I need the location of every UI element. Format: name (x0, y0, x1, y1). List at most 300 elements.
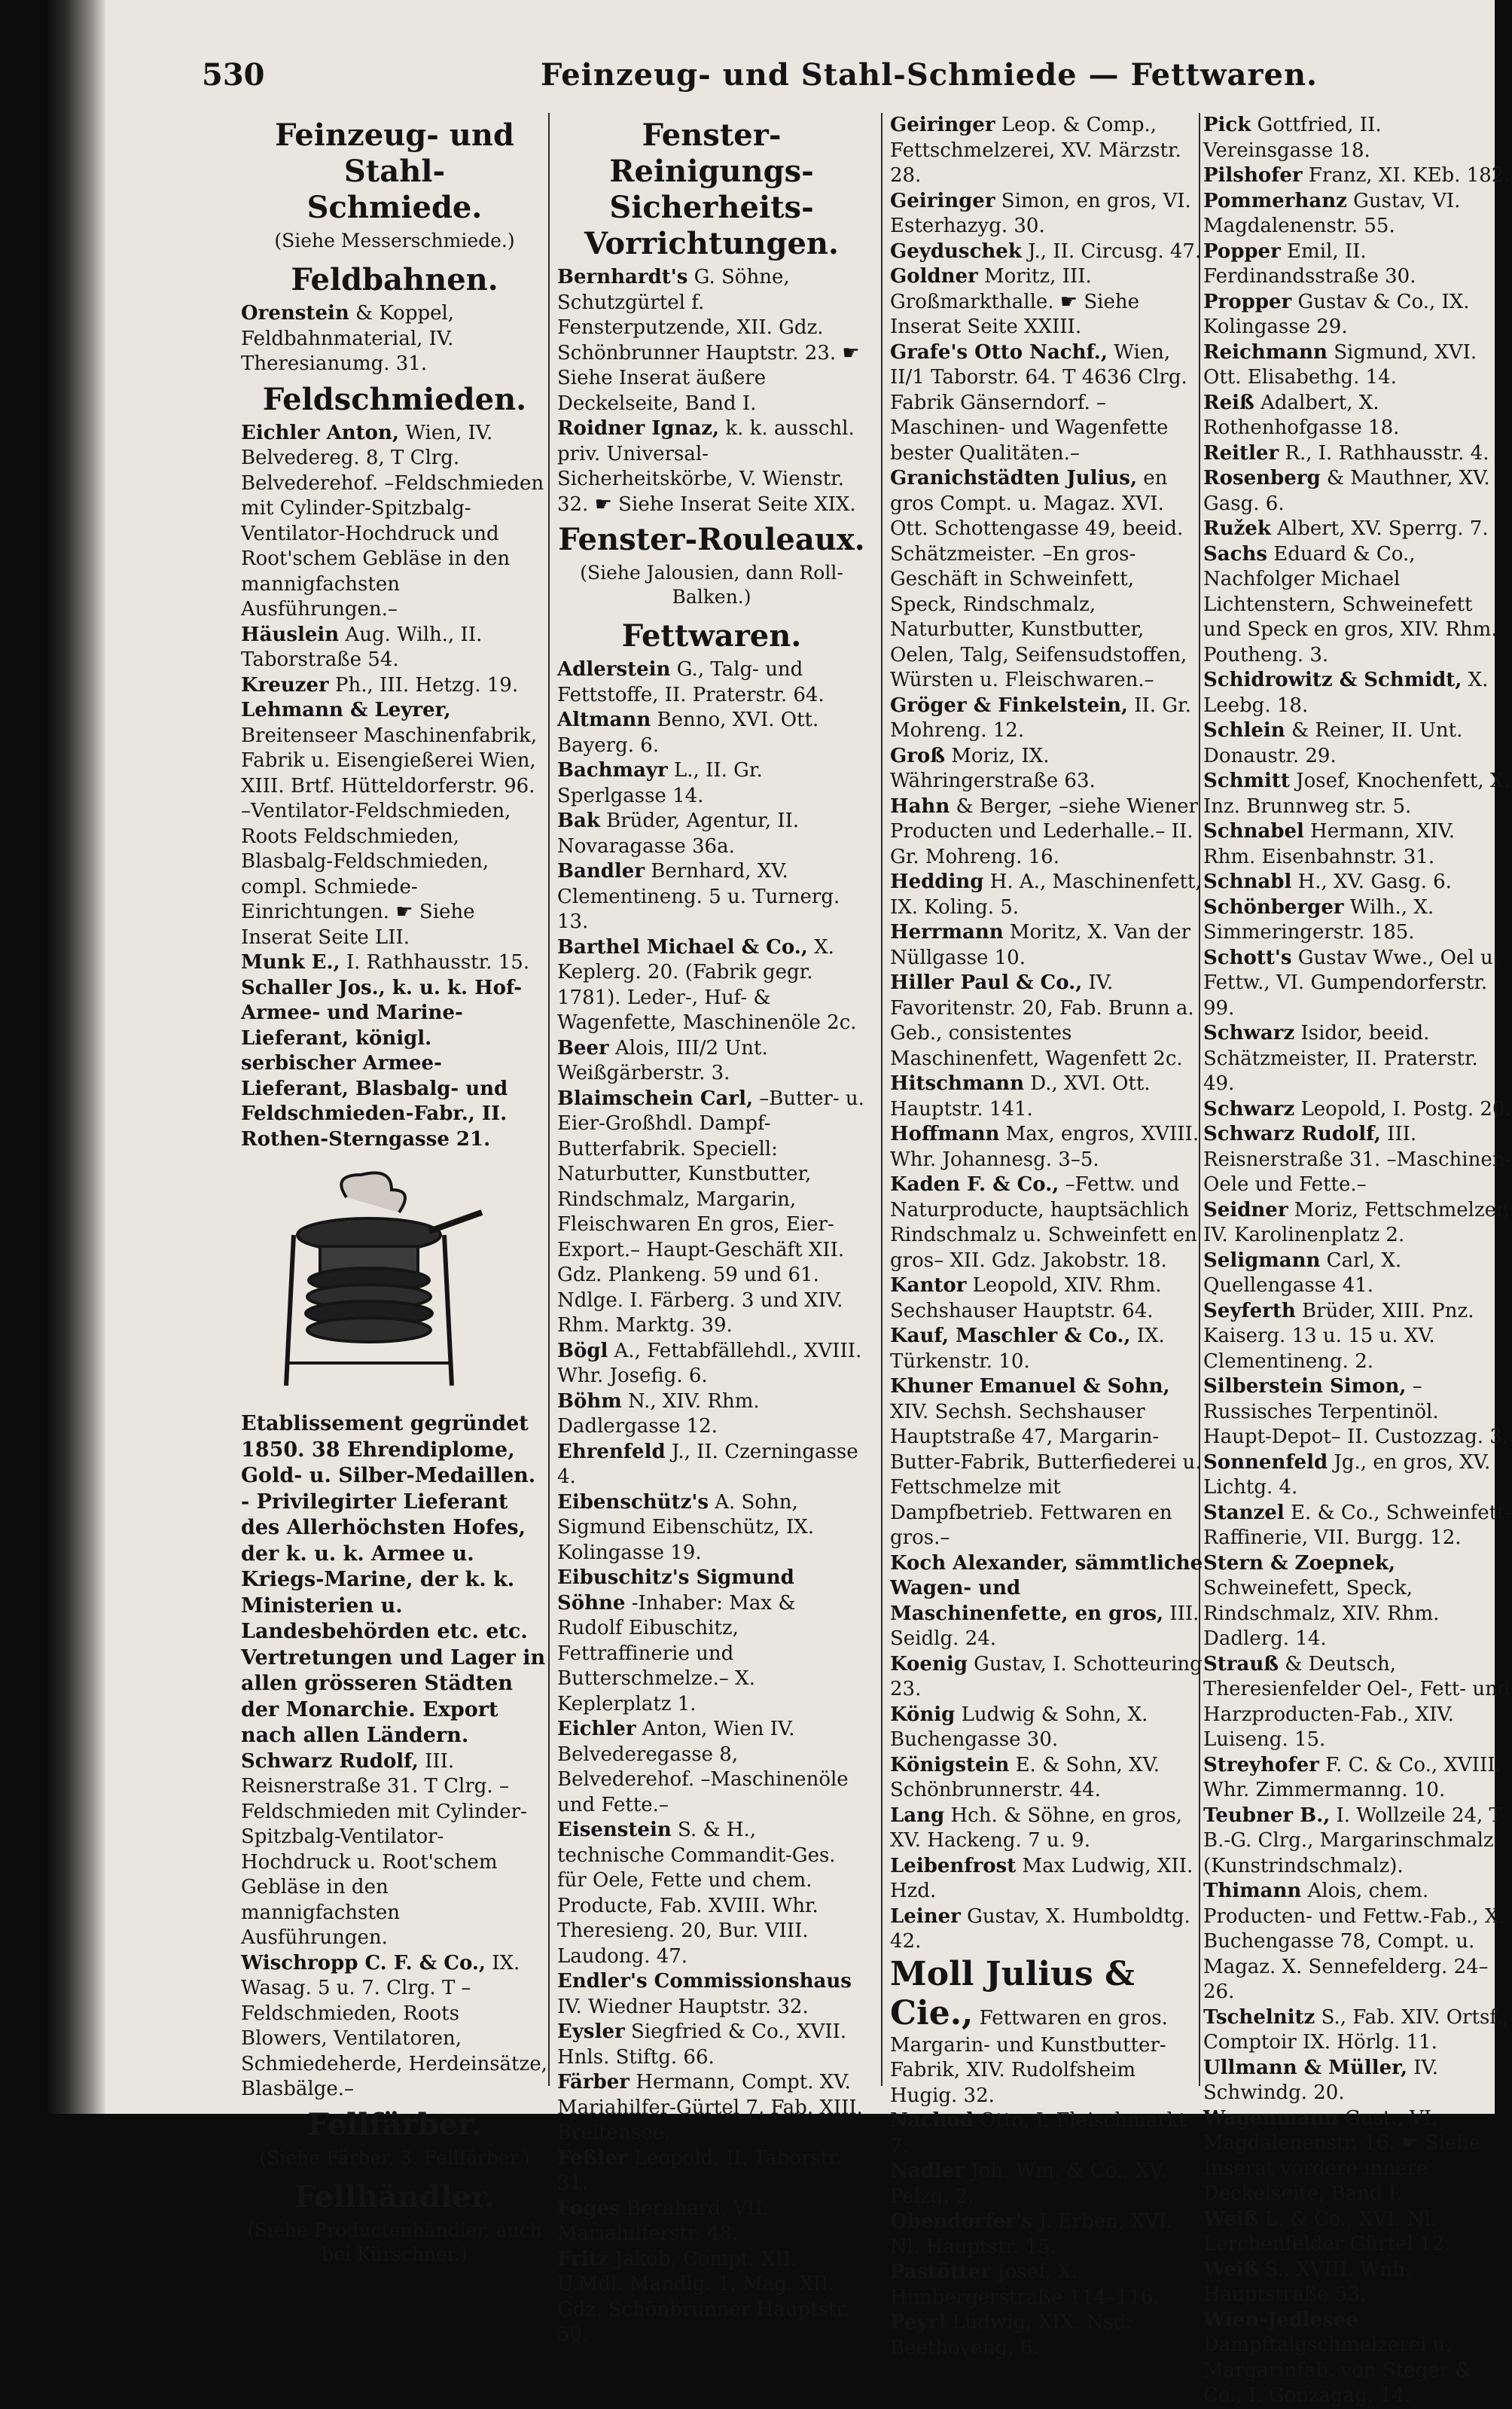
directory-entry (890, 2260, 1205, 2310)
directory-entry (1203, 819, 1512, 870)
entry-details: Anton, Wien IV. Belvederegasse 8, Belvederehof. –Maschinenöle und Fette.– (557, 1718, 849, 1816)
entry-details: IV. Schwindg. 20. (1203, 2056, 1439, 2104)
directory-entry (1203, 517, 1512, 542)
entry-name: Ružek (1203, 517, 1271, 540)
entry-name: Schnabel (1203, 820, 1304, 843)
directory-entry (1203, 1652, 1512, 1753)
entry-name: Wien-Jedlesee (1203, 2308, 1359, 2331)
entry-details: Albert, XV. Sperrg. 7. (1270, 517, 1489, 540)
entry-details: Wien, II/1 Taborstr. 64. T 4636 Clrg. Fabrik Gänserndorf. –Maschinen- und Wagenfette bester Qualitäten.– (890, 340, 1187, 465)
entry-details: Simon, en gros, VI. Esterhazyg. 30. (890, 189, 1191, 237)
directory-entry (557, 1969, 866, 2020)
entry-name: Koch Alexander, sämmtliche Wagen- und Maschinenfette, en gros, (890, 1551, 1203, 1625)
entry-name: Leibenfrost (890, 1854, 1017, 1877)
directory-entry (890, 1172, 1205, 1273)
entry-name: Koenig (890, 1652, 968, 1676)
directory-entry (557, 2146, 866, 2197)
directory-entry (1203, 718, 1512, 769)
directory-entry (890, 744, 1205, 794)
entry-details: G. Söhne, Schutzgürtel f. Fensterputzende, XII. Gdz. Schönbrunner Hauptstr. 23. ☛ Siehe Inserat äußere Deckelseite, Band I. (557, 266, 860, 415)
section-heading: Fenster-Rouleaux. (558, 522, 865, 557)
entry-name: Böhm (557, 1389, 622, 1413)
entry-details: IX. Wasag. 5 u. 7. Clrg. T –Feldschmieden, Roots Blowers, Ventilatoren, Schmiedeherde, Herdeinsätze, Blasbälge.– (241, 1951, 547, 2100)
entry-name: Schmitt (1203, 770, 1290, 792)
entry-details: F. C. & Co., XVIII. Whr. Zimmermanng. 10. (1203, 1753, 1501, 1801)
entry-name: Silberstein Simon, (1203, 1375, 1407, 1398)
directory-page (45, 0, 1512, 2407)
entry-name: Granichstädten Julius, (890, 467, 1137, 489)
directory-entry (1203, 1021, 1512, 1097)
entry-name: Kaden F. & Co., (890, 1173, 1059, 1196)
entry-name: Eichler Anton, (241, 421, 399, 444)
section-heading: Feldbahnen. (291, 262, 498, 297)
entry-name: Schnabl (1203, 871, 1292, 893)
entry-name: Beer (557, 1036, 609, 1060)
directory-entry (1203, 290, 1512, 340)
entry-details: XIV. Sechsh. Sechshauser Hauptstraße 47, Margarin-Butter-Fabrik, Butterfiederei u. Fettschmelze mit Dampfbetrieb. Fettwaren en gros.– (890, 1400, 1202, 1549)
entry-name: Eisenstein (557, 1819, 672, 1841)
directory-entry (557, 1818, 866, 1969)
directory-entry (1203, 1753, 1512, 1804)
entry-name: Lang (890, 1804, 945, 1827)
entry-details: Breitenseer Maschinenfabrik, Fabrik u. Eisengießerei Wien, XIII. Brtf. Hütteldorferstr. 96. –Ventilator-Feldschmieden, Roots Feldschmieden, Blasbalg-Feldschmieden, compl. Schmiede-Einrichtungen. ☛ Siehe Inserat Seite LII. (241, 724, 538, 949)
entry-name: Hitschmann (890, 1072, 1024, 1095)
entry-name: Schlein (1203, 719, 1285, 742)
directory-entry (1203, 2106, 1512, 2207)
entry-name: Bernhardt's (557, 266, 688, 288)
entry-name: Schwarz (1203, 1097, 1295, 1121)
directory-entry (890, 2209, 1205, 2260)
entry-details: Fettwaren en gros. Margarin- und Kunstbutter-Fabrik, XIV. Rudolfsheim Hugig. 32. (890, 2006, 1168, 2107)
entry-details: k. k. ausschl. priv. Universal-Sicherheitskörbe, V. Wienstr. 32. ☛ Siehe Inserat Seite XIX. (557, 417, 856, 516)
directory-entry (890, 2310, 1205, 2361)
entry-name: Hoffmann (890, 1123, 1000, 1145)
directory-entry (1203, 1804, 1512, 1880)
entry-name: Schwarz (1203, 1022, 1295, 1044)
entry-details: Gustav Wwe., Oel u. Fettw., VI. Gumpendorferstr. 99. (1203, 946, 1499, 1020)
directory-entry (241, 421, 548, 623)
directory-entry (1203, 2207, 1512, 2258)
entry-name: Goldner (890, 265, 978, 288)
entry-details: Leopold, I. Postg. 20. (1294, 1097, 1511, 1121)
entry-details: Jakob, Compt. XII. U.Mdl. Mandlg. 1, Mag. XII. Gdz. Schönbrunner Hauptstr. 50. (557, 2247, 850, 2346)
entry-name: Wischropp C. F. & Co., (241, 1951, 486, 1974)
entry-name: Altmann (557, 709, 651, 731)
entry-details: Gust., VI. Magdalenenstr. 16. ☛ Siehe Inserat vordere innere Deckelseite, Band I. (1203, 2106, 1481, 2205)
entry-name: Bachmayr (557, 759, 668, 782)
directory-entry (557, 2020, 866, 2070)
directory-entry (890, 1273, 1205, 1324)
entry-details: Wilh., X. Simmeringerstr. 185. (1203, 895, 1434, 944)
entry-name: Popper (1203, 239, 1281, 263)
entry-details: Brüder, Agentur, II. Novaragasse 36a. (557, 810, 800, 858)
forge-illustration (264, 1167, 489, 1393)
directory-entry (557, 1566, 866, 1717)
entry-name: Fritz (557, 2247, 609, 2270)
directory-entry (557, 1717, 866, 1818)
cross-reference-note: (Siehe Färber, 3. Fellfärber.) (259, 2146, 530, 2169)
entry-name: Strauß (1203, 1652, 1279, 1676)
entry-details: en gros Compt. u. Magaz. XVI. Ott. Schottengasse 49, beeid. Schätzmeister. –En gros-Geschäft in Schweinfett, Speck, Rindschmalz, Naturbutter, Kunstbutter, Oelen, Talg, Seifensudstoffen, Würsten u. Fleischwaren.– (890, 467, 1187, 691)
section-heading: Fellfärber. (307, 2106, 482, 2142)
entry-details: II. Gr. Mohreng. 12. (890, 694, 1191, 742)
entry-details: G., Talg- und Fettstoffe, II. Praterstr. 64. (557, 658, 825, 706)
directory-entry (557, 708, 866, 758)
directory-entry (1203, 1374, 1512, 1450)
entry-name: Königstein (890, 1753, 1010, 1776)
entry-name: Schaller Jos., k. u. k. Hof-Armee- und Marine-Lieferant, königl. serbischer Armee-Lieferant, Blasbalg- und Feldschmieden-Fabr., II. Rothen-Sterngasse 21. (241, 976, 523, 1151)
directory-entry (1203, 2005, 1512, 2056)
directory-entry (557, 1440, 866, 1490)
entry-name: Hiller Paul & Co., (890, 971, 1083, 994)
entry-name: Peyrl (890, 2311, 947, 2334)
directory-entry (890, 971, 1205, 1072)
cross-reference-note: (Siehe Jalousien, dann Roll-Balken.) (580, 562, 843, 608)
directory-entry (890, 239, 1205, 265)
entry-name: Stern & Zoepnek, (1203, 1551, 1396, 1575)
entry-name: Feßler (557, 2146, 628, 2170)
advertisement-text: Etablissement gegründet 1850. 38 Ehrendiplome, Gold- u. Silber-Medaillen. - Privilegirter Lieferant des Allerhöchsten Hofes, der k. u. k. Armee u. Kriegs-Marine, der k. k. Ministerien u. Landesbehörden etc. etc. Vertretungen und Lager in allen grösseren Städten der Monarchie. Export nach allen Ländern. (241, 1412, 546, 1747)
entry-details: Max, engros, XVIII. Whr. Johannesg. 3–5. (890, 1123, 1200, 1171)
entry-name: Leiner (890, 1904, 961, 1928)
entry-details: Leopold, XIV. Rhm. Sechshauser Hauptstr. 64. (890, 1274, 1162, 1322)
entry-details: Wien, IV. Belvedereg. 8, T Clrg. Belvederehof. –Feldschmieden mit Cylinder-Spitzbalg-Ventilator-Hochdruck und Root'schem Gebläse in den mannigfachsten Ausführungen.– (241, 421, 544, 621)
entry-name: Färber (557, 2071, 630, 2093)
entry-details: J. Erben, XVI. Nl. Hauptstr. 15. (890, 2210, 1173, 2258)
entry-details: Carl, X. Quellengasse 41. (1203, 1249, 1402, 1297)
entry-name: Barthel Michael & Co., (557, 935, 808, 959)
directory-entry (557, 1490, 866, 1566)
directory-entry (890, 794, 1205, 871)
entry-name: Sonnenfeld (1203, 1450, 1328, 1474)
entry-name: Ehrenfeld (557, 1440, 666, 1463)
entry-details: A. Sohn, Sigmund Eibenschütz, IX. Kolingasse 19. (557, 1490, 815, 1564)
entry-name: Teubner B., (1203, 1804, 1331, 1827)
entry-name: Moll Julius & Cie., (890, 1954, 1135, 2032)
entry-name: Schidrowitz & Schmidt, (1203, 669, 1462, 691)
directory-entry (1203, 542, 1512, 669)
entry-details: L. & Co., XVI. Nl. Lerchenfelder Gürtel 12. (1203, 2207, 1451, 2255)
directory-entry (1203, 1450, 1512, 1501)
directory-entry (890, 1122, 1205, 1172)
entry-details: Siegfried & Co., XVII. Hnls. Stiftg. 66. (557, 2020, 847, 2069)
entry-name: Adlerstein (557, 658, 671, 681)
page-number: 530 (202, 57, 265, 93)
directory-entry (557, 859, 866, 935)
directory-entry (1203, 2308, 1512, 2409)
directory-entry (557, 1087, 866, 1339)
directory-entry (557, 657, 866, 708)
entry-details: D., XVI. Ott. Hauptstr. 141. (890, 1072, 1151, 1121)
entry-details: J., II. Circusg. 47. (1021, 239, 1202, 263)
book-spine-shadow (45, 0, 105, 2114)
entry-details: Alois, chem. Producten- und Fettw.-Fab., X. Buchengasse 78, Compt. u. Magaz. X. Sennefelderg. 24–26. (1203, 1880, 1505, 2003)
entry-name: Schwarz Rudolf, (1203, 1123, 1381, 1145)
entry-details: Joh. Wm. & Co., XV. Pelzg. 2. (890, 2160, 1166, 2208)
entry-details: Leopold, II. Taborstr. 31. (557, 2146, 843, 2194)
directory-entry (890, 189, 1205, 239)
entry-details: & Deutsch, Theresienfelder Oel-, Fett- und Harzproducten-Fab., XIV. Luiseng. 15. (1203, 1652, 1510, 1751)
entry-details: X. Leebg. 18. (1203, 669, 1489, 717)
entry-name: Grafe's Otto Nachf., (890, 340, 1108, 364)
entry-details: Franz, XI. KEb. 182. (1302, 164, 1510, 187)
running-head-title: Feinzeug- und Stahl-Schmiede — Fettwaren. (541, 57, 1318, 93)
directory-entry (241, 976, 548, 1153)
entry-details: Hch. & Söhne, en gros, XV. Hackeng. 7 u. 9. (890, 1804, 1183, 1852)
entry-details: Ludwig & Sohn, X. Buchengasse 30. (890, 1703, 1148, 1751)
entry-details: N., XIV. Rhm. Dadlergasse 12. (557, 1389, 760, 1438)
entry-name: Lehmann & Leyrer, (241, 699, 451, 721)
directory-entry (1203, 946, 1512, 1022)
entry-details: Gustav, I. Schotteuring 23. (890, 1652, 1203, 1700)
entry-details: Hermann, XIV. Rhm. Eisenbahnstr. 31. (1203, 820, 1456, 868)
column-rule (548, 113, 550, 2086)
entry-name: Reichmann (1203, 340, 1328, 364)
entry-name: Gröger & Finkelstein, (890, 694, 1128, 717)
directory-entry (1203, 113, 1512, 163)
directory-entry (241, 950, 548, 976)
entry-details: Moritz, X. Van der Nüllgasse 10. (890, 921, 1191, 969)
entry-name: Blaimschein Carl, (557, 1087, 753, 1110)
directory-entry (890, 2109, 1205, 2159)
directory-entry (1203, 163, 1512, 189)
entry-details: Gustav, VI. Magdalenenstr. 55. (1203, 189, 1461, 237)
entry-name: Propper (1203, 290, 1292, 313)
entry-details: H., XV. Gasg. 6. (1291, 871, 1452, 893)
column-3 (890, 113, 1205, 2359)
entry-name: Seidner (1203, 1198, 1288, 1221)
entry-name: König (890, 1703, 956, 1726)
entry-details: –Russisches Terpentinöl. Haupt-Depot– II. Custozzag. 3. (1203, 1375, 1509, 1448)
directory-entry (1203, 391, 1512, 441)
directory-entry (557, 1036, 866, 1087)
directory-entry (890, 694, 1205, 744)
entry-details: Gustav, X. Humboldtg. 42. (890, 1904, 1190, 1953)
directory-entry (241, 673, 548, 699)
entry-name: Eibuschitz's Sigmund Söhne (557, 1566, 794, 1615)
entry-name: Bandler (557, 860, 645, 883)
directory-entry (890, 870, 1205, 920)
directory-entry (890, 1904, 1205, 1955)
entry-details: Bernhard, XV. Clementineng. 5 u. Turnerg. 13. (557, 860, 840, 933)
directory-entry (1203, 2056, 1512, 2106)
directory-entry (890, 340, 1205, 467)
entry-name: Pommerhanz (1203, 189, 1347, 212)
entry-details: III. Seidlg. 24. (890, 1602, 1200, 1650)
entry-name: Groß (890, 744, 945, 767)
directory-entry (1203, 1879, 1512, 2005)
directory-entry (557, 416, 866, 517)
directory-entry (890, 2159, 1205, 2209)
entry-name: Seyferth (1203, 1299, 1296, 1322)
entry-details: Ludwig, XIX. Nsd. Beethoveng. 6. (890, 2311, 1132, 2359)
entry-name: Orenstein (241, 302, 349, 325)
entry-details: Dampftalgschmelzerei u. Margarinfab. von Steger & Co., I. Gonzagag. 14. (1203, 2334, 1473, 2407)
directory-entry (890, 1854, 1205, 1904)
column-2 (557, 113, 866, 2346)
entry-details: X. Keplerg. 20. (Fabrik gegr. 1781). Leder-, Huf- & Wagenfette, Maschinenöle 2c. (557, 935, 857, 1034)
entry-details: Isidor, beeid. Schätzmeister, II. Praterstr. 49. (1203, 1022, 1478, 1095)
directory-entry (890, 113, 1205, 189)
entry-name: Wagenmann (1203, 2106, 1339, 2130)
running-header (202, 57, 1497, 102)
entry-name: Weiß (1203, 2258, 1259, 2281)
entry-details: A., Fettabfällehdl., XVIII. Whr. Josefig. 6. (557, 1339, 862, 1387)
entry-name: Foges (557, 2197, 620, 2220)
directory-entry (1203, 1501, 1512, 1551)
entry-name: Endler's Commissionshaus (557, 1970, 852, 1993)
entry-name: Bögl (557, 1339, 608, 1362)
entry-details: Eduard & Co., Nachfolger Michael Lichtenstern, Schweinefett und Speck en gros, XIV. Rhm. Poutheng. 3. (1203, 542, 1498, 666)
entry-name: Pilshofer (1203, 164, 1303, 187)
entry-details: Otto, I. Fleischmarkt 7. (890, 2109, 1187, 2157)
directory-entry (1203, 239, 1512, 290)
entry-name: Eibenschütz's (557, 1490, 709, 1514)
entry-details: Emil, II. Ferdinandsstraße 30. (1203, 239, 1416, 288)
entry-details: Moriz, Fettschmelzer, IV. Karolinenplatz 2. (1203, 1198, 1510, 1246)
entry-details: Max Ludwig, XII. Hzd. (890, 1854, 1193, 1902)
directory-entry (241, 301, 548, 377)
entry-name: Geyduschek (890, 239, 1022, 263)
entry-details: Adalbert, X. Rothenhofgasse 18. (1203, 391, 1400, 439)
directory-entry (890, 920, 1205, 971)
entry-details: & Mauthner, XV. Gasg. 6. (1203, 467, 1490, 515)
directory-entry (1203, 870, 1512, 895)
entry-name: Pick (1203, 114, 1251, 136)
directory-entry (557, 809, 866, 859)
entry-name: Streyhofer (1203, 1753, 1319, 1776)
column-rule (881, 113, 883, 2086)
entry-name: Rosenberg (1203, 467, 1321, 489)
directory-entry (557, 2070, 866, 2146)
directory-entry (890, 1324, 1205, 1374)
directory-entry (557, 935, 866, 1036)
entry-details: IV. Favoritenstr. 20, Fab. Brunn a. Geb., consistentes Maschinenfett, Wagenfett 2c. (890, 971, 1194, 1070)
cross-reference-note: (Siehe Productenhändler, auch bei Kürschner.) (247, 2218, 542, 2265)
entry-name: Geiringer (890, 189, 995, 212)
directory-entry (1203, 1551, 1512, 1652)
entry-details: –Butter- u. Eier-Großhdl. Dampf-Butterfabrik. Speciell: Naturbutter, Kunstbutter, Rindschmalz, Margarin, Fleischwaren En gros, Eier-Export.– Haupt-Geschäft XII. Gdz. Plankeng. 59 und 61. Ndlge. I. Färberg. 3 und XIV. Rhm. Marktg. 39. (557, 1087, 864, 1337)
directory-entry (1203, 1299, 1512, 1375)
entry-name: Weiß (1203, 2207, 1259, 2231)
entry-details: Aug. Wilh., II. Taborstraße 54. (241, 623, 483, 671)
directory-entry (557, 265, 866, 416)
directory-entry (241, 623, 548, 673)
entry-details: I. Rathhausstr. 15. (340, 951, 530, 974)
directory-entry (557, 758, 866, 809)
entry-name: Seligmann (1203, 1249, 1321, 1272)
directory-entry (890, 1374, 1205, 1551)
entry-details: Gustav & Co., IX. Kolingasse 29. (1203, 290, 1470, 338)
directory-entry (1203, 340, 1512, 391)
directory-entry (1203, 1249, 1512, 1299)
directory-entry (241, 698, 548, 950)
directory-entry (1203, 1198, 1512, 1249)
directory-entry (1203, 668, 1512, 718)
directory-entry (890, 1652, 1205, 1703)
entry-name: Ullmann & Müller, (1203, 2056, 1408, 2079)
directory-entry (890, 1072, 1205, 1122)
section-heading: Fenster-Reinigungs- Sicherheits- Vorrichtungen. (584, 117, 839, 261)
entry-details: H. A., Maschinenfett, IX. Koling. 5. (890, 871, 1202, 919)
entry-name: Sachs (1203, 542, 1267, 566)
directory-entry (890, 1804, 1205, 1854)
entry-details: S., Fab. XIV. Ortsf., Comptoir IX. Hörlg. 11. (1203, 2005, 1509, 2054)
directory-entry (890, 1955, 1205, 2109)
entry-name: Thimann (1203, 1880, 1302, 1902)
entry-name: Schwarz Rudolf, (241, 1749, 419, 1773)
entry-details: J., II. Czerningasse 4. (557, 1440, 858, 1488)
entry-name: Tschelnitz (1203, 2005, 1315, 2029)
entry-details: -Inhaber: Max & Rudolf Eibuschitz, Fettraffinerie und Butterschmelze.– X. Keplerplatz 1. (557, 1591, 796, 1715)
entry-details: & Berger, –siehe Wiener Producten und Lederhalle.– II. Gr. Mohreng. 16. (890, 794, 1198, 868)
directory-entry (890, 264, 1205, 340)
entry-details: Josef, Knochenfett, X. Inz. Brunnweg str. 5. (1203, 770, 1510, 818)
entry-name: Bak (557, 810, 600, 832)
section-heading: Fettwaren. (621, 618, 802, 654)
entry-details: IX. Türkenstr. 10. (890, 1325, 1165, 1373)
entry-details: III. Reisnerstraße 31. T Clrg. –Feldschmieden mit Cylinder-Spitzbalg-Ventilator-Hochdruck u. Root'schem Gebläse in den mannigfachsten Ausführungen. (241, 1749, 527, 1949)
entry-details: & Koppel, Feldbahnmaterial, IV. Theresianumg. 31. (241, 302, 455, 375)
directory-entry (557, 2247, 866, 2348)
entry-details: Moriz, IX. Währingerstraße 63. (890, 744, 1096, 792)
entry-name: Geiringer (890, 114, 995, 136)
entry-name: Schott's (1203, 946, 1292, 969)
entry-details: Hermann, Compt. XV. Mariahilfer-Gürtel 7, Fab. XIII. Breitensee. (557, 2071, 863, 2144)
entry-details: Alois, III/2 Unt. Weißgärberstr. 3. (557, 1036, 768, 1084)
directory-entry (890, 1703, 1205, 1753)
entry-name: Stanzel (1203, 1501, 1285, 1524)
entry-details: E. & Sohn, XV. Schönbrunnerstr. 44. (890, 1753, 1160, 1801)
entry-name: Herrmann (890, 921, 1004, 944)
section-heading: Feldschmieden. (262, 381, 527, 417)
directory-entry (557, 1339, 866, 1389)
entry-name: Obendorfer's (890, 2210, 1033, 2233)
entry-details: Ph., III. Hetzg. 19. (328, 673, 519, 697)
entry-name: Schönberger (1203, 895, 1344, 919)
entry-details: Schweinefett, Speck, Rindschmalz, XIV. Rhm. Dadlerg. 14. (1203, 1577, 1440, 1650)
entry-details: Gottfried, II. Vereinsgasse 18. (1203, 114, 1382, 162)
section-heading: Fellhändler. (294, 2179, 495, 2215)
entry-details: S., XVIII. Wnh. Hauptstraße 53. (1203, 2258, 1412, 2306)
entry-details: Leop. & Comp., Fettschmelzerei, XV. Märzstr. 28. (890, 114, 1181, 187)
entry-details: –Fettw. und Naturproducte, hauptsächlich Rindschmalz u. Schweinfett en gros– XII. Gdz. Jakobstr. 18. (890, 1173, 1197, 1272)
entry-details: Josef, X. Himbergerstraße 114–116. (890, 2261, 1160, 2309)
directory-entry (1203, 2258, 1512, 2308)
entry-name: Reiß (1203, 391, 1254, 414)
entry-details: I. Wollzeile 24, T B.-G. Clrg., Margarinschmalz (Kunstrindschmalz). (1203, 1804, 1502, 1877)
entry-details: S. & H., technische Commandit-Ges. für Oele, Fette und chem. Producte, Fab. XVIII. Whr. Theresieng. 20, Bur. VIII. Laudong. 47. (557, 1819, 836, 1968)
entry-name: Kauf, Maschler & Co., (890, 1325, 1131, 1347)
directory-entry (890, 466, 1205, 694)
entry-details: III. Reisnerstraße 31. –Maschinen-Oele und Fette.– (1203, 1123, 1512, 1196)
directory-entry (1203, 769, 1512, 819)
entry-name: Häuslein (241, 623, 340, 646)
entry-details: IV. Wiedner Hauptstr. 32. (557, 1995, 809, 2018)
entry-name: Reitler (1203, 441, 1279, 465)
entry-details: Jg., en gros, XV. Lichtg. 4. (1203, 1450, 1491, 1499)
entry-details: Benno, XVI. Ott. Bayerg. 6. (557, 709, 819, 757)
directory-entry (241, 1749, 548, 1951)
entry-details: Bernhard, VII. Mariahilferstr. 48. (557, 2197, 770, 2245)
entry-name: Roidner Ignaz, (557, 417, 720, 440)
section-heading: Feinzeug- und Stahl- Schmiede. (275, 117, 514, 225)
directory-entry (1203, 441, 1512, 467)
directory-entry (1203, 466, 1512, 517)
entry-details: Brüder, XIII. Pnz. Kaiserg. 13 u. 15 u. XV. Clementineng. 2. (1203, 1299, 1474, 1373)
entry-name: Kantor (890, 1274, 967, 1297)
directory-entry (241, 1951, 548, 2103)
